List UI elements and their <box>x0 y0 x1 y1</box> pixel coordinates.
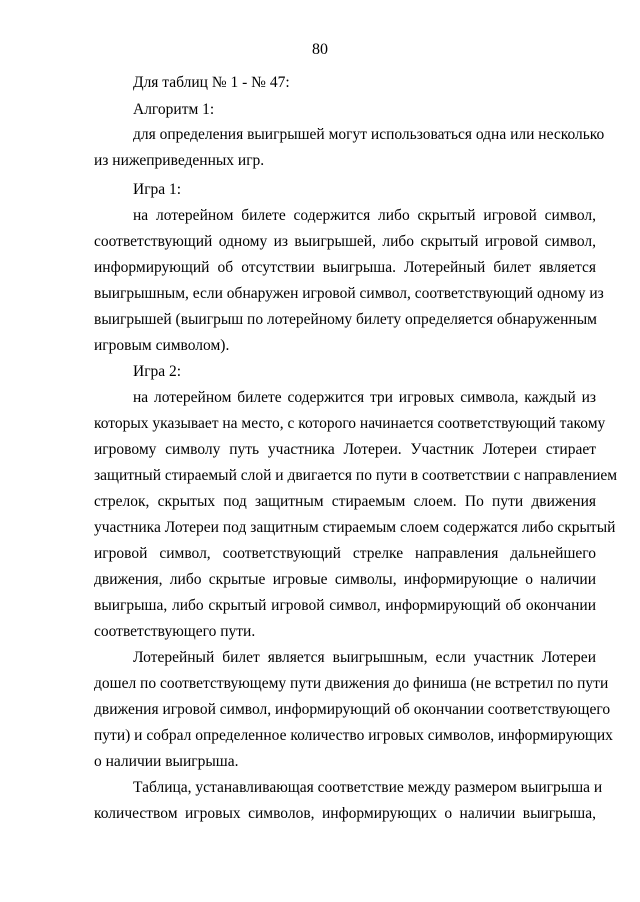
text-line: соответствующего пути. <box>94 623 256 640</box>
text-line-game1-heading: Игра 1: <box>133 181 182 198</box>
text-line: защитный стираемый слой и двигается по пути в соответствии с направлением <box>94 467 618 484</box>
text-line: выигрышным, если обнаружен игровой символ, соответствующий одному из <box>94 285 604 302</box>
text-line: на лотерейном билете содержится три игровых символа, каждый из <box>133 389 596 406</box>
text-line-tables: Для таблиц № 1 - № 47: <box>133 74 290 91</box>
text-line: для определения выигрышей могут использоваться одна или несколько <box>133 126 605 143</box>
text-line: информирующий об отсутствии выигрыша. Лотерейный билет является <box>94 259 596 276</box>
text-line-algorithm: Алгоритм 1: <box>133 101 215 118</box>
text-line: из нижеприведенных игр. <box>94 152 265 169</box>
text-line: стрелок, скрытых под защитным стираемым слоем. По пути движения <box>94 493 596 510</box>
text-line-game2-heading: Игра 2: <box>133 363 182 380</box>
text-line: Таблица, устанавливающая соответствие между размером выигрыша и <box>133 779 603 796</box>
text-line: участника Лотереи под защитным стираемым слоем содержатся либо скрытый <box>94 519 616 536</box>
text-line: выигрышей (выигрыш по лотерейному билету определяется обнаруженным <box>94 311 597 328</box>
text-line: о наличии выигрыша. <box>94 753 239 770</box>
page-number: 80 <box>312 41 328 58</box>
text-line: выигрыша, либо скрытый игровой символ, информирующий об окончании <box>94 597 596 614</box>
text-line: Лотерейный билет является выигрышным, если участник Лотереи <box>133 649 596 666</box>
text-line: пути) и собрал определенное количество игровых символов, информирующих <box>94 727 613 744</box>
text-line: которых указывает на место, с которого начинается соответствующий такому <box>94 415 606 432</box>
text-line: игровому символу путь участника Лотереи. Участник Лотереи стирает <box>94 441 596 458</box>
text-line: игровым символом). <box>94 337 230 354</box>
text-line: движения, либо скрытые игровые символы, информирующие о наличии <box>94 571 596 588</box>
text-line: дошел по соответствующему пути движения до финиша (не встретил по пути <box>94 675 609 692</box>
text-line: соответствующий одному из выигрышей, либо скрытый игровой символ, <box>94 233 596 250</box>
text-line: движения игровой символ, информирующий об окончании соответствующего <box>94 701 611 718</box>
text-line: игровой символ, соответствующий стрелке направления дальнейшего <box>94 545 596 562</box>
text-line: на лотерейном билете содержится либо скрытый игровой символ, <box>133 207 596 224</box>
text-line: количеством игровых символов, информирующих о наличии выигрыша, <box>94 805 596 822</box>
